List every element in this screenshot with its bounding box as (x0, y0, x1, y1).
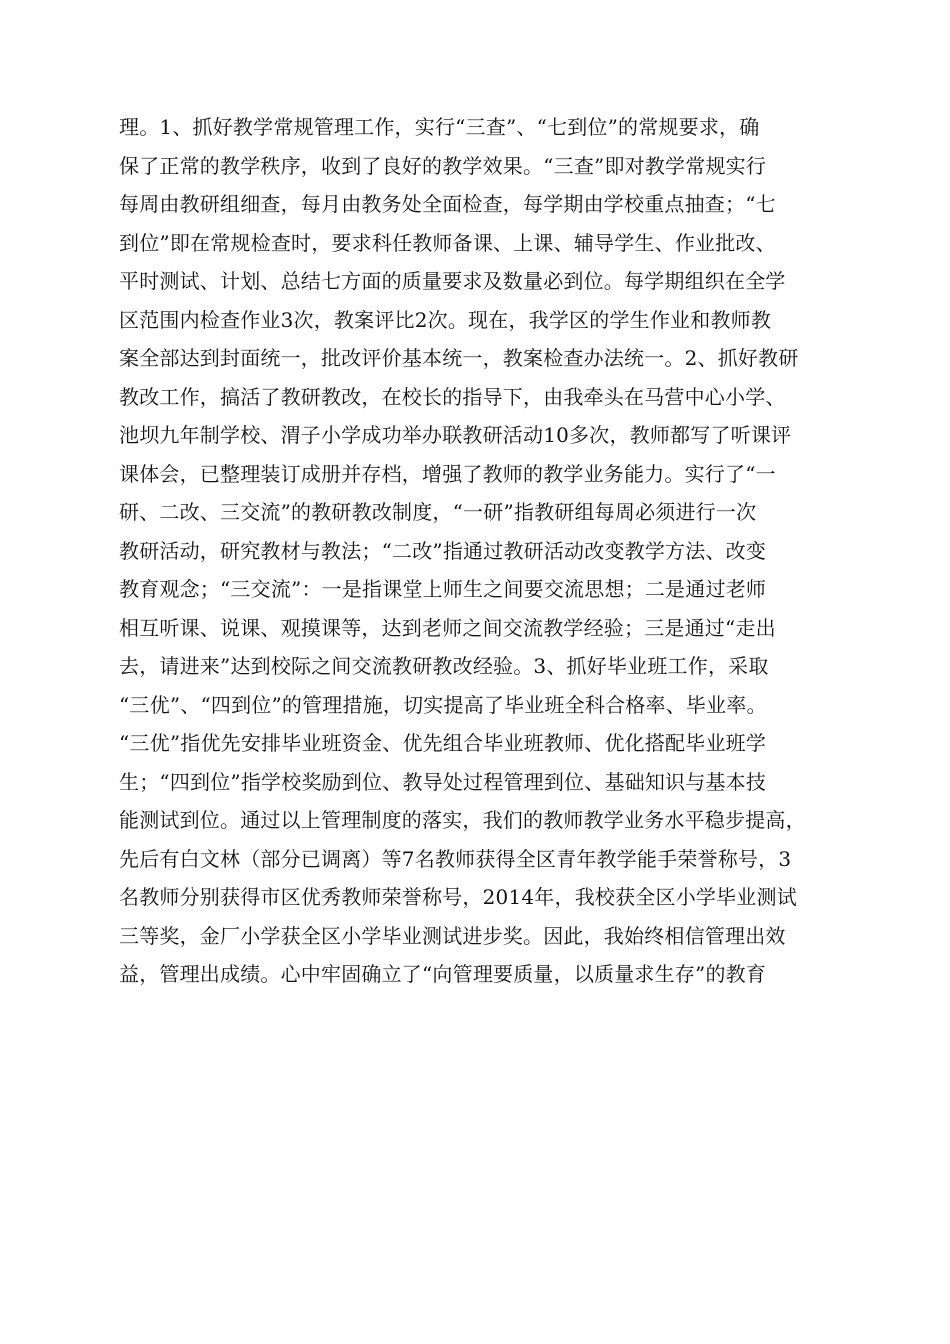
text-line: 三等奖，金厂小学获全区小学毕业测试进步奖。因此，我始终相信管理出效 (119, 923, 786, 948)
text-line: 教育观念；“三交流”：一是指课堂上师生之间要交流思想；二是通过老师 (119, 577, 767, 601)
text-line: 能测试到位。通过以上管理制度的落实，我们的教师教学业务水平稳步提高， (119, 808, 806, 832)
text-line: 去，请进来”达到校际之间交流教研教改经验。3、抓好毕业班工作，采取 (119, 654, 769, 678)
text-line: 教研活动，研究教材与教法；“二改”指通过教研活动改变教学方法、改变 (119, 538, 767, 563)
text-line: 相互听课、说课、观摸课等，达到老师之间交流教学经验；三是通过“走出 (119, 615, 776, 640)
body-text (119, 108, 859, 994)
text-line: 平时测试、计划、总结七方面的质量要求及数量必到位。每学期组织在全学 (119, 269, 786, 293)
text-line: 先后有白文林（部分已调离）等7名教师获得全区青年教学能手荣誉称号，3 (119, 846, 792, 871)
text-line: 区范围内检查作业3次，教案评比2次。现在，我学区的学生作业和教师教 (119, 307, 772, 332)
text-line: 保了正常的教学秩序，收到了良好的教学效果。“三查”即对教学常规实行 (119, 153, 767, 178)
text-line: 益，管理出成绩。心中牢固确立了“向管理要质量，以质量求生存”的教育 (119, 962, 767, 986)
text-line: 案全部达到封面统一，批改评价基本统一，教案检查办法统一。2、抓好教研 (119, 346, 799, 370)
text-line: 课体会，已整理装订成册并存档，增强了教师的教学业务能力。实行了“一 (119, 461, 776, 486)
text-line: 生；“四到位”指学校奖励到位、教导处过程管理到位、基础知识与基本技 (119, 769, 767, 794)
text-line: 每周由教研组细查，每月由教务处全面检查，每学期由学校重点抽查；“七 (119, 192, 776, 216)
text-line: 名教师分别获得市区优秀教师荣誉称号，2014年，我校获全区小学毕业测试 (119, 885, 797, 909)
text-line: 教改工作，搞活了教研教改，在校长的指导下，由我牵头在马营中心小学、 (119, 384, 786, 409)
text-line: 理。1、抓好教学常规管理工作，实行“三查”、“七到位”的常规要求，确 (119, 115, 760, 139)
text-line: 到位”即在常规检查时，要求科任教师备课、上课、辅导学生、作业批改、 (119, 230, 776, 255)
text-line: “三优”、“四到位”的管理措施，切实提高了毕业班全科合格率、毕业率。 (119, 692, 767, 717)
text-line: 池坝九年制学校、渭子小学成功举办联教研活动10多次，教师都写了听课评 (119, 423, 792, 447)
text-line: “三优”指优先安排毕业班资金、优先组合毕业班教师、优化搭配毕业班学 (119, 731, 767, 755)
text-line: 研、二改、三交流”的教研教改制度，“一研”指教研组每周必须进行一次 (119, 500, 757, 524)
